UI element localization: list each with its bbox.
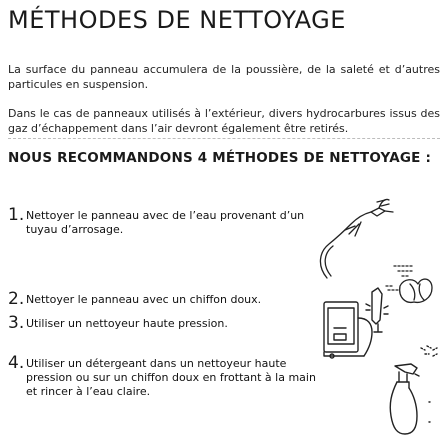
method-number: 1. xyxy=(8,205,25,225)
method-number: 3. xyxy=(8,313,25,333)
method-number: 4. xyxy=(8,353,25,373)
method-text: Nettoyer le panneau avec de l’eau provenant d’un tuyau d’arrosage. xyxy=(26,209,305,236)
methods-heading: NOUS RECOMMANDONS 4 MÉTHODES DE NETTOYAGE : xyxy=(8,150,432,166)
method-text: Utiliser un détergeant dans un nettoyeur haute pression ou sur un chiffon doux en frottant à la main et rincer à l’eau claire. xyxy=(26,357,316,398)
spray-bottle-icon xyxy=(385,342,441,438)
section-divider xyxy=(8,138,440,139)
intro-paragraph-dust: La surface du panneau accumulera de la poussière, de la saleté et d’autres particules en suspension. xyxy=(8,63,440,91)
method-text: Nettoyer le panneau avec un chiffon doux. xyxy=(26,293,262,306)
intro-paragraph-outdoor: Dans le cas de panneaux utilisés à l’extérieur, divers hydrocarbures issus des gaz d’échappement dans l’air devront également être retirés. xyxy=(8,107,440,135)
method-number: 2. xyxy=(8,289,25,309)
method-text: Utiliser un nettoyeur haute pression. xyxy=(26,317,228,330)
page-title: MÉTHODES DE NETTOYAGE xyxy=(8,6,346,34)
